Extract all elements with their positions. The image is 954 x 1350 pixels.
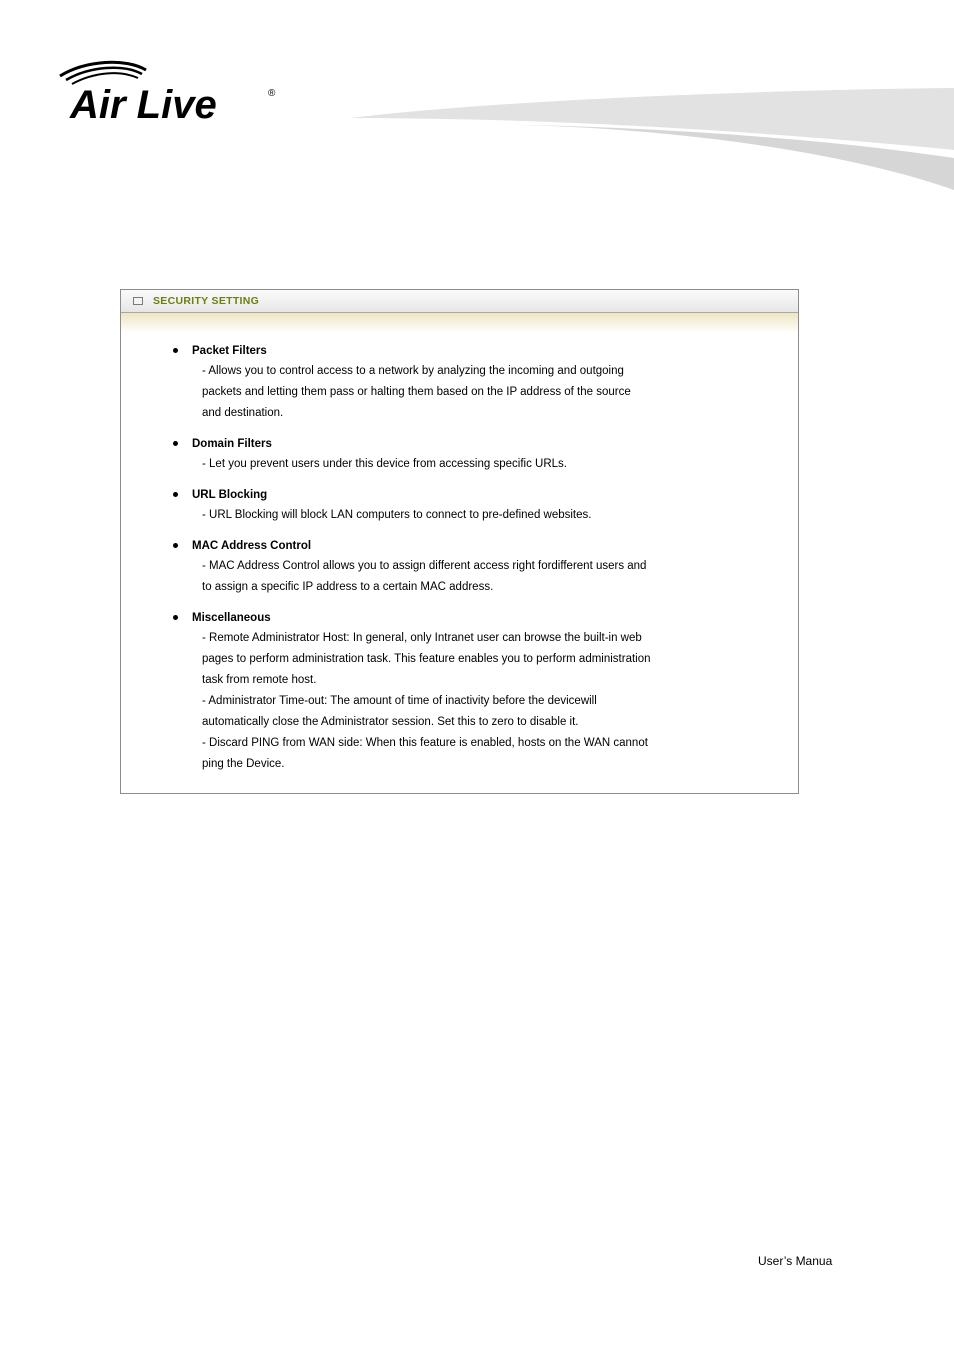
desc-line: - Discard PING from WAN side: When this feature is enabled, hosts on the WAN cannot: [202, 737, 648, 749]
list-item-mac-address-control: [169, 537, 798, 598]
desc-line: pages to perform administration task. This feature enables you to perform administration: [202, 653, 651, 665]
panel-header: [121, 290, 798, 313]
bullet-icon: [173, 441, 178, 446]
airlive-logo: [56, 58, 286, 128]
desc-line: packets and letting them pass or halting them based on the IP address of the source: [202, 386, 631, 398]
desc-line: task from remote host.: [202, 674, 317, 686]
footer-text: User’s Manua: [758, 1254, 833, 1268]
bullet-icon: [173, 492, 178, 497]
desc-line: ping the Device.: [202, 758, 285, 770]
bullet-icon: [173, 348, 178, 353]
list-item-url-blocking: [169, 486, 798, 526]
item-title: Packet Filters: [192, 345, 267, 357]
item-description: [192, 505, 777, 526]
item-title: URL Blocking: [192, 489, 268, 501]
item-description: [192, 556, 777, 598]
panel-content: [121, 333, 798, 775]
item-description: [192, 454, 777, 475]
desc-line: - Administrator Time-out: The amount of time of inactivity before the devicewill: [202, 695, 597, 707]
item-title: Domain Filters: [192, 438, 272, 450]
list-item-miscellaneous: [169, 609, 798, 775]
desc-line: - Remote Administrator Host: In general, only Intranet user can browse the built-in web: [202, 632, 642, 644]
desc-line: - Let you prevent users under this device from accessing specific URLs.: [202, 458, 567, 470]
item-title: Miscellaneous: [192, 612, 271, 624]
list-item-domain-filters: [169, 435, 798, 475]
desc-line: - URL Blocking will block LAN computers to connect to pre-defined websites.: [202, 509, 592, 521]
panel-header-band: [121, 313, 798, 333]
registered-mark: ®: [268, 88, 276, 99]
bullet-icon: [173, 543, 178, 548]
desc-line: automatically close the Administrator session. Set this to zero to disable it.: [202, 716, 579, 728]
desc-line: and destination.: [202, 407, 284, 419]
panel-title: SECURITY SETTING: [153, 295, 260, 307]
logo-text: Air Live: [70, 83, 217, 127]
item-title: MAC Address Control: [192, 540, 312, 552]
item-description: [192, 361, 777, 424]
item-description: [192, 628, 777, 775]
desc-line: - MAC Address Control allows you to assign different access right fordifferent users and: [202, 560, 647, 572]
header-swoosh-graphic: [340, 80, 954, 200]
security-setting-panel: [120, 289, 799, 794]
desc-line: - Allows you to control access to a network by analyzing the incoming and outgoing: [202, 365, 624, 377]
collapse-box-icon: [133, 297, 143, 305]
list-item-packet-filters: [169, 342, 798, 424]
bullet-icon: [173, 615, 178, 620]
desc-line: to assign a specific IP address to a certain MAC address.: [202, 581, 494, 593]
